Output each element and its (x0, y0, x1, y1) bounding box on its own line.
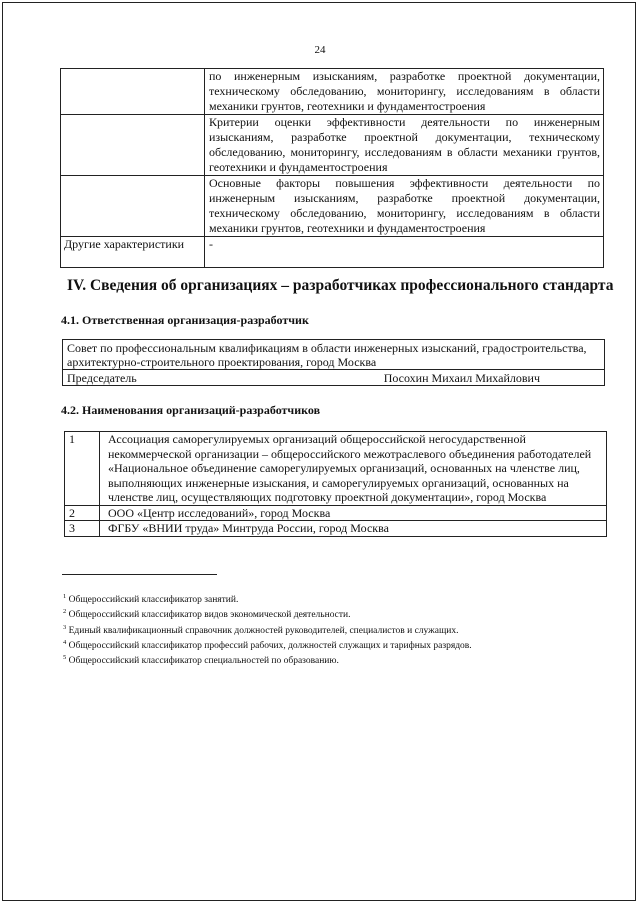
cell-text: Критерии оценки эффективности деятельности по инженерным изысканиям, разработке проектной документации, техническому обследованию, мониторингу, исследованиям в области механики грунтов, геотехники и фундаментостроения (209, 115, 600, 174)
footnote (63, 652, 472, 667)
table-cell (205, 176, 604, 237)
footnote-mark: 4 (63, 639, 67, 647)
table-row (65, 521, 607, 537)
footnote-text: Единый квалификационный справочник должностей руководителей, специалистов и служащих. (68, 625, 459, 636)
chair-role: Председатель (63, 370, 271, 386)
footnote (63, 606, 472, 621)
section-title: IV. Сведения об организациях – разработчиках профессионального стандарта (67, 277, 614, 294)
table-row (65, 432, 607, 506)
table-cell (205, 69, 604, 115)
footnote (63, 591, 472, 606)
cell-text: по инженерным изысканиям, разработке проектной документации, техническому обследованию, мониторингу, исследованиям в области механики грунтов, геотехники и фундаментостроения (209, 69, 600, 113)
empty-label-cell (61, 115, 205, 176)
footnote-divider (62, 574, 217, 575)
responsible-org-table (62, 339, 605, 386)
page-number: 24 (314, 44, 326, 56)
other-characteristics-label: Другие характеристики (61, 237, 205, 268)
empty-label-cell (61, 69, 205, 115)
footnote-text: Общероссийский классификатор видов экономической деятельности. (68, 610, 351, 621)
characteristics-table (60, 68, 604, 268)
other-characteristics-value: - (205, 237, 604, 268)
chair-name: Посохин Михаил Михайлович (270, 370, 605, 386)
footnote (63, 622, 472, 637)
row-number: 1 (65, 432, 100, 506)
developer-name: ООО «Центр исследований», город Москва (100, 505, 607, 521)
footnote-mark: 2 (63, 608, 67, 616)
row-number: 2 (65, 505, 100, 521)
subsection-title-responsible: 4.1. Ответственная организация-разработчик (61, 313, 309, 327)
footnote-mark: 3 (63, 623, 67, 631)
table-cell (205, 115, 604, 176)
subsection-title-developers: 4.2. Наименования организаций-разработчиков (61, 403, 321, 417)
footnote-mark: 5 (63, 654, 67, 662)
footnotes (63, 591, 472, 668)
footnote-text: Общероссийский классификатор занятий. (68, 595, 239, 606)
cell-text: Основные факторы повышения эффективности деятельности по инженерным изысканиям, разработке проектной документации, техническому обследованию, мониторингу, исследованиям в области механики грунтов, геотехники и фундаментостроения (209, 176, 600, 235)
empty-label-cell (61, 176, 205, 237)
table-row (65, 505, 607, 521)
footnote (63, 637, 472, 652)
responsible-org-cell: Совет по профессиональным квалификациям в области инженерных изысканий, градостроительства, архитектурно-строительного проектирования, город Москва (63, 340, 605, 370)
row-number: 3 (65, 521, 100, 537)
developer-name: ФГБУ «ВНИИ труда» Минтруда России, город Москва (100, 521, 607, 537)
developer-name: Ассоциация саморегулируемых организаций общероссийской негосударственной некоммерческой организации – общероссийского межотраслевого объединения работодателей «Национальное объединение саморегулируемых организаций, основанных на членстве лиц, выполняющих инженерные изыскания, и саморегулируемых организаций, основанных на членстве лиц, осуществляющих подготовку проектной документации», город Москва (100, 432, 607, 506)
footnote-text: Общероссийский классификатор специальностей по образованию. (68, 656, 339, 667)
footnote-mark: 1 (63, 593, 67, 600)
footnote-text: Общероссийский классификатор профессий рабочих, должностей служащих и тарифных разрядов. (68, 641, 472, 652)
developers-table (64, 431, 607, 537)
